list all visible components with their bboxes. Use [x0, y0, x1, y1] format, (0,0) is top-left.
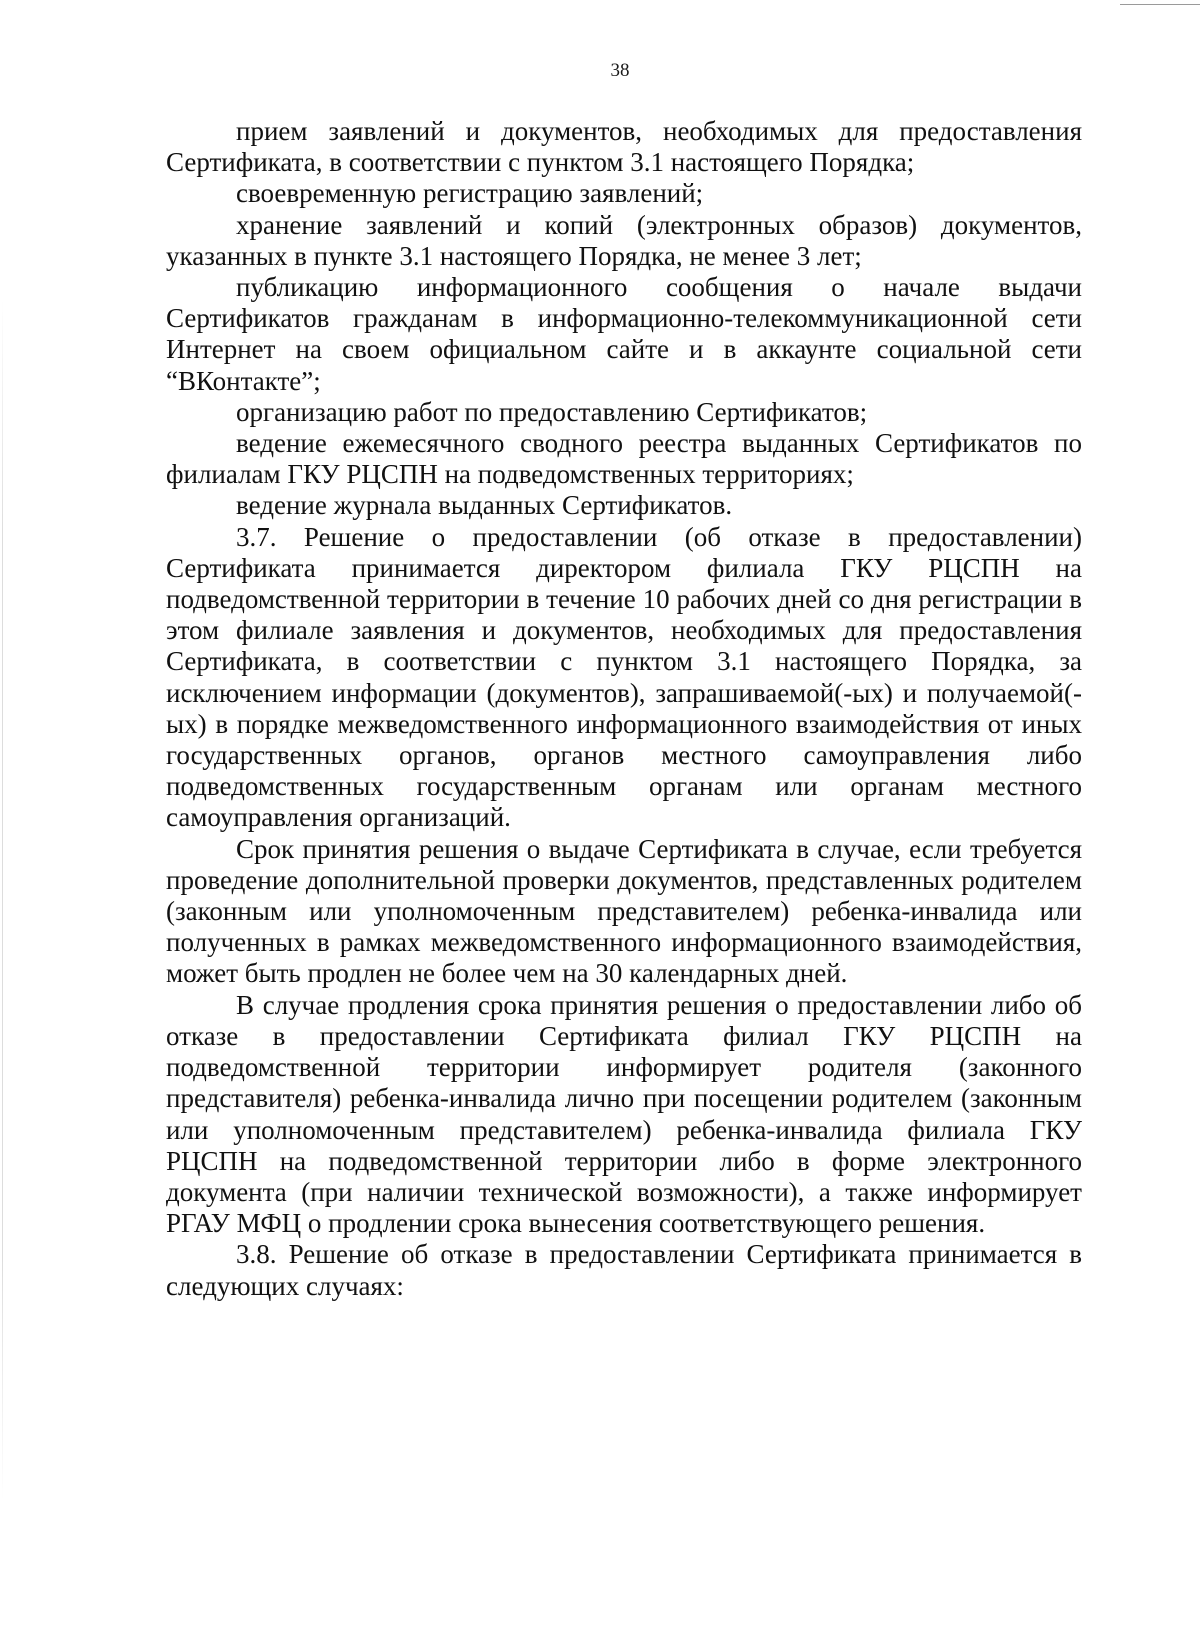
scan-edge-line: [1120, 4, 1200, 5]
paragraph-item-publication: публикацию информационного сообщения о начале выдачи Сертификатов гражданам в информационно-телекоммуникационной сети Интернет на своем официальном сайте и в аккаунте социальной сети “ВКонтакте”;: [166, 272, 1082, 396]
paragraph-section-3-7: 3.7. Решение о предоставлении (об отказе в предоставлении) Сертификата принимается директором филиала ГКУ РЦСПН на подведомственной территории в течение 10 рабочих дней со дня регистрации в этом филиале заявления и документов, необходимых для предоставления Сертификата, в соответствии с пунктом 3.1 настоящего Порядка, за исключением информации (документов), запрашиваемой(-ых) и получаемой(-ых) в порядке межведомственного информационного взаимодействия от иных государственных органов, органов местного самоуправления либо подведомственных государственным органам или органам местного самоуправления организаций.: [166, 521, 1082, 833]
paragraph-item-registration: своевременную регистрацию заявлений;: [236, 178, 704, 209]
paragraph-item-organization: организацию работ по предоставлению Сертификатов;: [236, 396, 868, 427]
paragraph-extension-notice: В случае продления срока принятия решения о предоставлении либо об отказе в предоставлении Сертификата филиал ГКУ РЦСПН на подведомственной территории информирует родителя (законного представителя) ребенка-инвалида лично при посещении родителем (законным или уполномоченным представителем) ребенка-инвалида филиала ГКУ РЦСПН на подведомственной территории либо в форме электронного документа (при наличии технической возможности), а также информирует РГАУ МФЦ о продлении срока вынесения соответствующего решения.: [166, 989, 1082, 1239]
page-number: 38: [610, 60, 630, 81]
paragraph-item-journal: ведение журнала выданных Сертификатов.: [236, 490, 733, 521]
document-body: [166, 116, 1082, 1302]
paragraph-item-storage: хранение заявлений и копий (электронных образов) документов, указанных в пункте 3.1 настоящего Порядка, не менее 3 лет;: [166, 209, 1082, 271]
paragraph-decision-term: Срок принятия решения о выдаче Сертификата в случае, если требуется проведение дополнительной проверки документов, представленных родителем (законным или уполномоченным представителем) ребенка-инвалида или полученных в рамках межведомственного информационного взаимодействия, может быть продлен не более чем на 30 календарных дней.: [166, 833, 1082, 989]
paragraph-section-3-8: 3.8. Решение об отказе в предоставлении Сертификата принимается в следующих случаях:: [166, 1239, 1082, 1301]
paragraph-item-receipt: прием заявлений и документов, необходимых для предоставления Сертификата, в соответствии с пунктом 3.1 настоящего Порядка;: [166, 116, 1082, 178]
scan-edge-shadow: [2, 300, 3, 1500]
paragraph-item-registry: ведение ежемесячного сводного реестра выданных Сертификатов по филиалам ГКУ РЦСПН на подведомственных территориях;: [166, 428, 1082, 490]
